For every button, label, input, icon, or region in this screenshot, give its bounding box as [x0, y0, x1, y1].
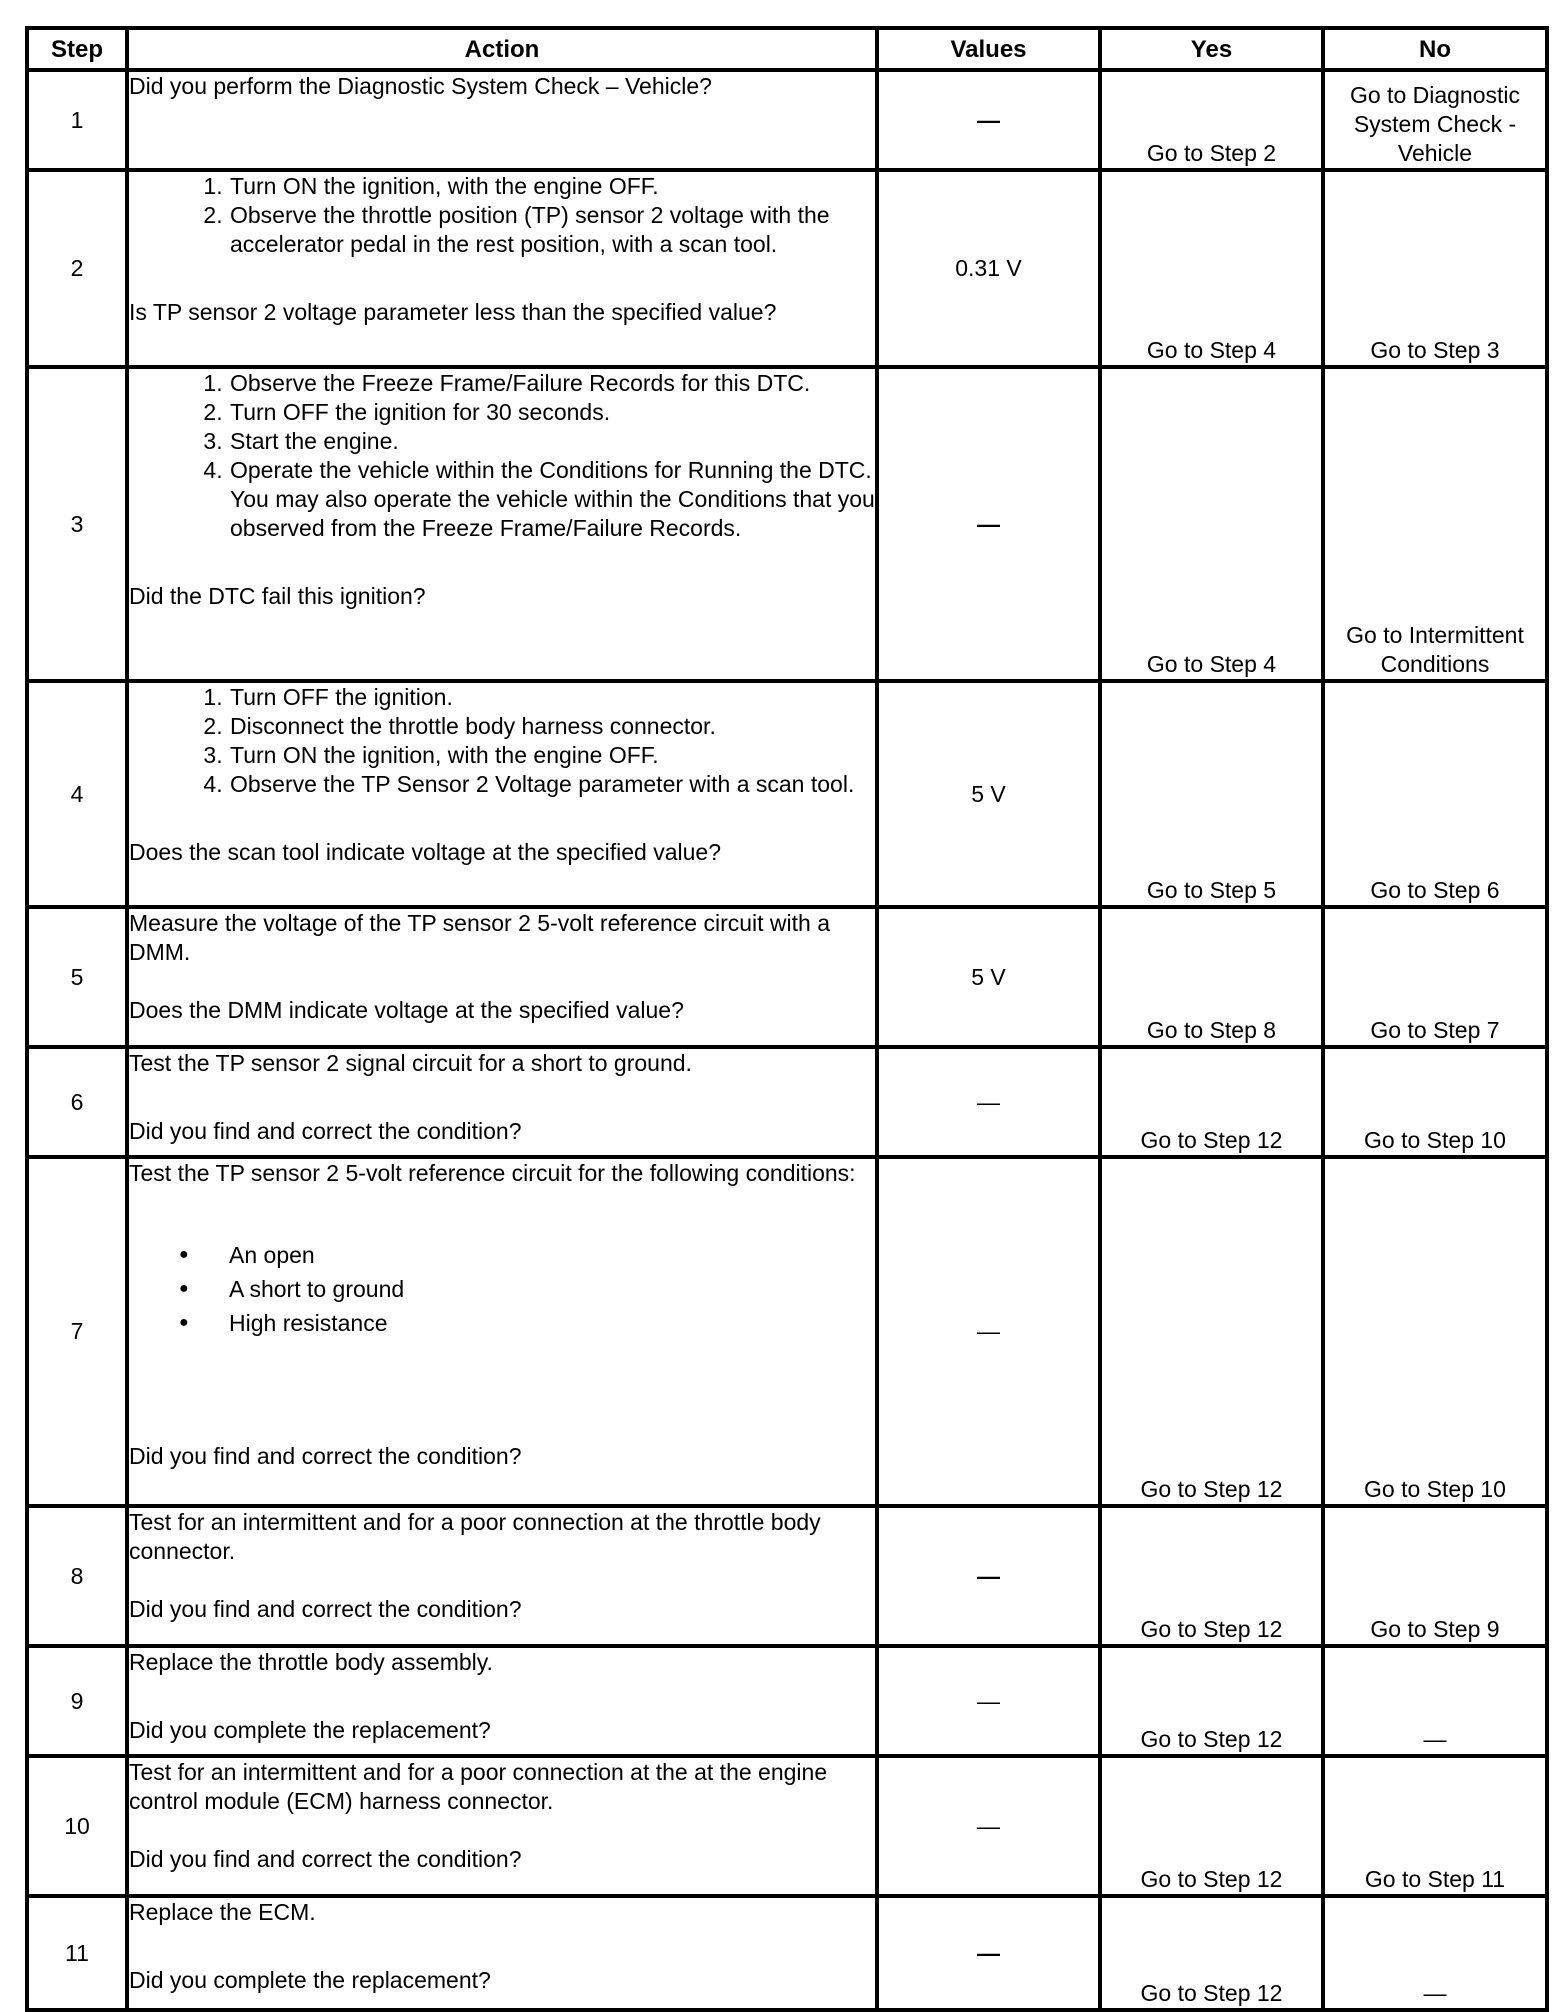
table-row — [27, 1157, 1547, 1506]
table-row — [27, 1896, 1547, 2010]
no-cell: Go to Step 10 — [1323, 1157, 1547, 1506]
action-cell — [127, 681, 877, 907]
diagnostic-table — [25, 26, 1549, 2012]
step-number: 11 — [27, 1896, 127, 2010]
no-cell: Go to Step 6 — [1323, 681, 1547, 907]
step-number: 9 — [27, 1646, 127, 1756]
yes-cell: Go to Step 12 — [1100, 1646, 1323, 1756]
action-cell — [127, 1506, 877, 1646]
action-question: Does the scan tool indicate voltage at the specified value? — [129, 839, 721, 865]
action-text: Measure the voltage of the TP sensor 2 5-volt reference circuit with a DMM. — [129, 910, 831, 965]
action-cell — [127, 1047, 877, 1157]
value-cell: — — [877, 1646, 1100, 1756]
no-cell: Go to Intermittent Conditions — [1323, 367, 1547, 681]
value-cell: 5 V — [877, 681, 1100, 907]
procedure-item: 2. Turn OFF the ignition for 30 seconds. — [229, 398, 875, 427]
header-no: No — [1323, 28, 1547, 70]
no-cell: Go to Step 10 — [1323, 1047, 1547, 1157]
yes-cell: Go to Step 12 — [1100, 1756, 1323, 1896]
no-cell: Go to Step 9 — [1323, 1506, 1547, 1646]
value-cell: — — [877, 1047, 1100, 1157]
action-cell — [127, 70, 877, 170]
header-step: Step — [27, 28, 127, 70]
action-question: Did you find and correct the condition? — [129, 1846, 522, 1872]
action-question: Is TP sensor 2 voltage parameter less than the specified value? — [129, 299, 777, 325]
yes-cell: Go to Step 5 — [1100, 681, 1323, 907]
header-action: Action — [127, 28, 877, 70]
action-text: Did you perform the Diagnostic System Check – Vehicle? — [129, 73, 712, 99]
value-cell: — — [877, 1756, 1100, 1896]
procedure-item: 3. Start the engine. — [229, 427, 875, 456]
procedure-item: 4. Operate the vehicle within the Conditions for Running the DTC. You may also operate the vehicle within the Conditions that you observed from the Freeze Frame/Failure Records. — [229, 456, 875, 543]
step-number: 4 — [27, 681, 127, 907]
header-yes: Yes — [1100, 28, 1323, 70]
table-row — [27, 170, 1547, 367]
yes-cell: Go to Step 12 — [1100, 1506, 1323, 1646]
action-cell — [127, 1756, 877, 1896]
action-cell — [127, 1896, 877, 2010]
step-number: 5 — [27, 907, 127, 1047]
condition-item: ● A short to ground — [229, 1272, 875, 1306]
condition-item: ● An open — [229, 1238, 875, 1272]
condition-item: ● High resistance — [229, 1306, 875, 1340]
value-cell: — — [877, 1157, 1100, 1506]
step-number: 1 — [27, 70, 127, 170]
yes-cell: Go to Step 2 — [1100, 70, 1323, 170]
procedure-item: 2. Observe the throttle position (TP) sensor 2 voltage with the accelerator pedal in the rest position, with a scan tool. — [229, 201, 875, 259]
value-cell: — — [877, 367, 1100, 681]
procedure-list — [129, 172, 875, 259]
no-cell: Go to Step 11 — [1323, 1756, 1547, 1896]
yes-cell: Go to Step 12 — [1100, 1157, 1323, 1506]
procedure-item: 1. Observe the Freeze Frame/Failure Records for this DTC. — [229, 369, 875, 398]
table-row — [27, 367, 1547, 681]
action-cell — [127, 367, 877, 681]
action-text: Replace the throttle body assembly. — [129, 1649, 493, 1675]
table-row — [27, 681, 1547, 907]
table-row — [27, 1506, 1547, 1646]
procedure-list — [129, 369, 875, 543]
action-question: Did you find and correct the condition? — [129, 1118, 522, 1144]
action-question: Did you find and correct the condition? — [129, 1596, 522, 1622]
value-cell: — — [877, 70, 1100, 170]
action-question: Did you find and correct the condition? — [129, 1443, 522, 1469]
step-number: 8 — [27, 1506, 127, 1646]
action-question: Does the DMM indicate voltage at the specified value? — [129, 997, 684, 1023]
action-cell — [127, 170, 877, 367]
action-cell — [127, 1157, 877, 1506]
value-cell: — — [877, 1896, 1100, 2010]
procedure-item: 3. Turn ON the ignition, with the engine OFF. — [229, 741, 875, 770]
action-question: Did you complete the replacement? — [129, 1967, 491, 1993]
step-number: 10 — [27, 1756, 127, 1896]
step-number: 2 — [27, 170, 127, 367]
step-number: 6 — [27, 1047, 127, 1157]
table-row — [27, 1047, 1547, 1157]
yes-cell: Go to Step 8 — [1100, 907, 1323, 1047]
no-cell: Go to Diagnostic System Check - Vehicle — [1323, 70, 1547, 170]
no-cell: — — [1323, 1646, 1547, 1756]
yes-cell: Go to Step 12 — [1100, 1896, 1323, 2010]
value-cell: 5 V — [877, 907, 1100, 1047]
yes-cell: Go to Step 4 — [1100, 367, 1323, 681]
action-text: Test the TP sensor 2 5-volt reference circuit for the following conditions: — [129, 1160, 856, 1186]
table-row — [27, 907, 1547, 1047]
header-row — [27, 28, 1547, 70]
no-cell: Go to Step 3 — [1323, 170, 1547, 367]
table-row — [27, 70, 1547, 170]
table-row — [27, 1756, 1547, 1896]
header-values: Values — [877, 28, 1100, 70]
procedure-item: 1. Turn ON the ignition, with the engine OFF. — [229, 172, 875, 201]
step-number: 3 — [27, 367, 127, 681]
action-cell — [127, 907, 877, 1047]
action-question: Did the DTC fail this ignition? — [129, 583, 426, 609]
action-text: Replace the ECM. — [129, 1899, 316, 1925]
action-question: Did you complete the replacement? — [129, 1717, 491, 1743]
yes-cell: Go to Step 12 — [1100, 1047, 1323, 1157]
procedure-item: 1. Turn OFF the ignition. — [229, 683, 875, 712]
no-cell: Go to Step 7 — [1323, 907, 1547, 1047]
value-cell: 0.31 V — [877, 170, 1100, 367]
procedure-item: 2. Disconnect the throttle body harness connector. — [229, 712, 875, 741]
condition-list — [129, 1238, 875, 1340]
no-cell: — — [1323, 1896, 1547, 2010]
yes-cell: Go to Step 4 — [1100, 170, 1323, 367]
step-number: 7 — [27, 1157, 127, 1506]
procedure-list — [129, 683, 875, 799]
procedure-item: 4. Observe the TP Sensor 2 Voltage parameter with a scan tool. — [229, 770, 875, 799]
value-cell: — — [877, 1506, 1100, 1646]
action-text: Test for an intermittent and for a poor connection at the at the engine control module (ECM) harness connector. — [129, 1759, 828, 1814]
action-cell — [127, 1646, 877, 1756]
action-text: Test the TP sensor 2 signal circuit for a short to ground. — [129, 1050, 692, 1076]
table-row — [27, 1646, 1547, 1756]
action-text: Test for an intermittent and for a poor connection at the throttle body connector. — [129, 1509, 821, 1564]
